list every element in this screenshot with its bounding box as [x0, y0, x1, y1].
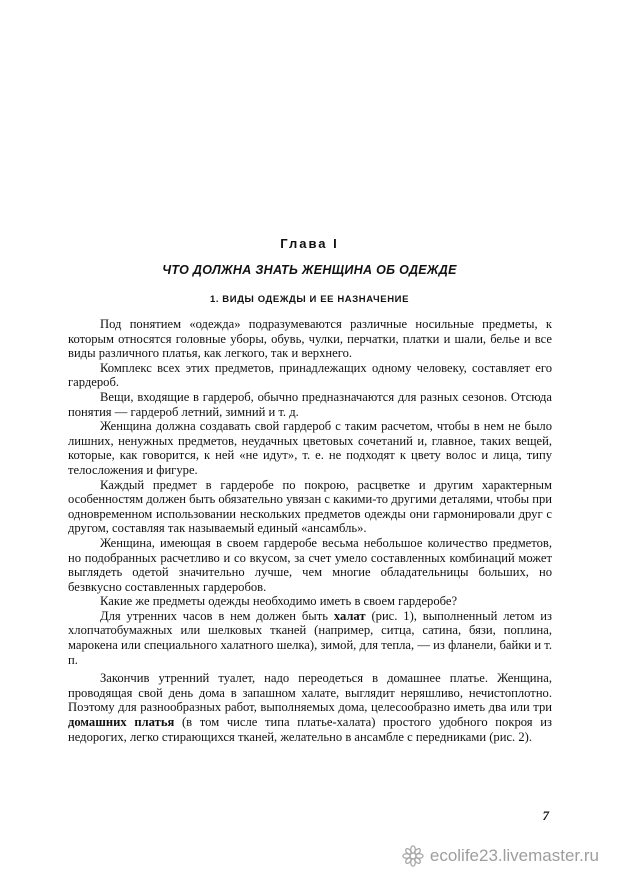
- paragraph-text: (в том числе типа платье-халата) простого удобного покроя из недорогих, легко стирающихся тканей, желательно в ансамбле с передниками (рис. 2).: [68, 715, 552, 744]
- paragraph: [68, 609, 552, 667]
- paragraph: Под понятием «одежда» подразумеваются различные носильные предметы, к которым относятся головные уборы, обувь, чулки, перчатки, платки и шали, белье и все виды различного платья, как легкого, так и верхнего.: [68, 317, 552, 361]
- paragraph: Каждый предмет в гардеробе по покрою, расцветке и другим характерным особенностям должен быть обязательно увязан с какими-то другими деталями, чтобы при одновременном использовании нескольких предметов одежды они гармонировали друг с другом, составляя так называемый единый «ансамбль».: [68, 477, 553, 536]
- paragraph-text: Закончив утренний туалет, надо переодеться в домашнее платье. Женщина, проводящая свой день дома в запашном халате, выглядит неряшливо, нечистоплотно. Поэтому для разнообразных работ, выполняемых дома, целесообразно иметь два или три: [68, 671, 552, 715]
- section-title: 1. ВИДЫ ОДЕЖДЫ И ЕЕ НАЗНАЧЕНИЕ: [209, 294, 410, 305]
- paragraph: Женщина, имеющая в своем гардеробе весьма небольшое количество предметов, но подобранных расчетливо и со вкусом, за счет умело составленных комбинаций может выглядеть одетой значительно лучше, чем многие обладательницы больших, но безвкусно составленных гардеробов.: [68, 535, 552, 594]
- watermark: [402, 845, 599, 867]
- flower-logo-icon: [402, 845, 424, 867]
- paragraph-text: Для утренних часов в нем должен быть: [100, 608, 334, 623]
- page-number: 7: [542, 808, 549, 823]
- paragraph-text: (рис. 1), выполненный летом из хлопчатобумажных или шелковых тканей (например, ситца, сатина, бязи, поплина, марокена или специального халатного шелка), зимой, для тепла, — из фланели, байки и т. п.: [68, 608, 553, 667]
- paragraph: Комплекс всех этих предметов, принадлежащих одному человеку, составляет его гардероб.: [68, 360, 552, 390]
- paragraph: [68, 671, 552, 744]
- bold-term: домашних платья: [68, 715, 175, 730]
- bold-term: халат: [333, 608, 366, 623]
- paragraph: Какие же предметы одежды необходимо иметь в своем гардеробе?: [100, 594, 458, 609]
- chapter-label: Глава I: [280, 236, 339, 251]
- body-text: [68, 317, 552, 744]
- watermark-text: ecolife23.livemaster.ru: [429, 846, 599, 865]
- paragraph: Вещи, входящие в гардероб, обычно предназначаются для разных сезонов. Отсюда понятия — гардероб летний, зимний и т. д.: [68, 389, 552, 419]
- paragraph: Женщина должна создавать свой гардероб с таким расчетом, чтобы в нем не было лишних, ненужных предметов, неудачных цветовых сочетаний и, главное, таких вещей, которые, как говорится, к ней «не идут», т. е. не подходят к цвету волос и лица, типу телосложения и фигуре.: [68, 419, 552, 477]
- chapter-title: ЧТО ДОЛЖНА ЗНАТЬ ЖЕНЩИНА ОБ ОДЕЖДЕ: [162, 263, 457, 277]
